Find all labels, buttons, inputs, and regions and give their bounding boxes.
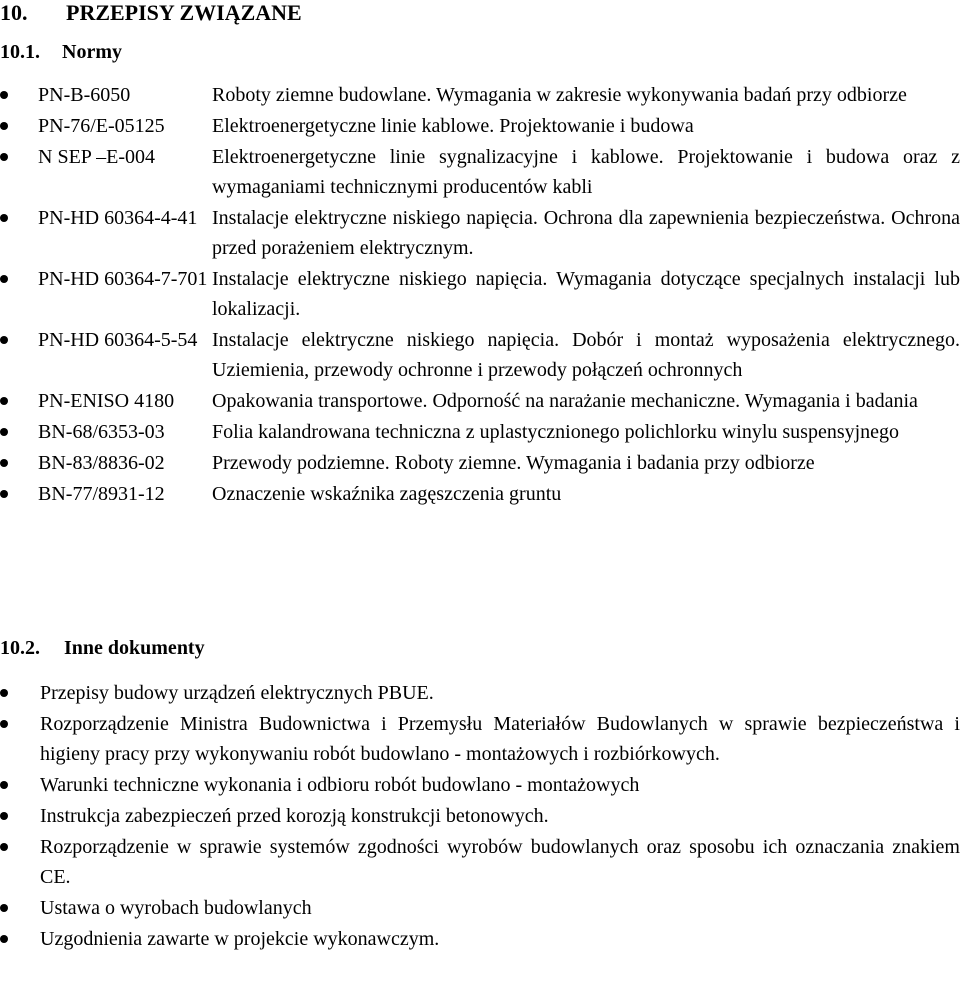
- document-item: [0, 801, 960, 831]
- norm-description: Roboty ziemne budowlane. Wymagania w zakresie wykonywania badań przy odbiorze: [212, 84, 907, 106]
- document-item: [0, 893, 960, 923]
- bullet-icon: [0, 843, 8, 851]
- norm-description: Przewody podziemne. Roboty ziemne. Wymagania i badania przy odbiorze: [212, 452, 815, 474]
- document-text: Przepisy budowy urządzeń elektrycznych PBUE.: [40, 682, 434, 704]
- norm-code: BN-83/8836-02: [38, 452, 165, 474]
- norm-code: BN-68/6353-03: [38, 421, 165, 443]
- bullet-icon: [0, 214, 8, 222]
- documents-list: [0, 678, 960, 955]
- section-heading-norms: [0, 40, 122, 64]
- norm-item: [0, 448, 960, 478]
- bullet-icon: [0, 689, 8, 697]
- norm-code: PN-B-6050: [38, 84, 131, 106]
- section-title: Inne dokumenty: [64, 637, 205, 659]
- document-text: Rozporządzenie w sprawie systemów zgodności wyrobów budowlanych oraz sposobu ich oznaczania znakiem CE.: [40, 836, 960, 888]
- bullet-icon: [0, 275, 8, 283]
- document-item: [0, 924, 960, 954]
- bullet-icon: [0, 459, 8, 467]
- bullet-icon: [0, 122, 8, 130]
- bullet-icon: [0, 781, 8, 789]
- bullet-icon: [0, 397, 8, 405]
- section-heading-docs: [0, 636, 205, 660]
- chapter-number: 10.: [0, 0, 28, 25]
- section-number: 10.1.: [0, 41, 40, 63]
- norm-code: PN-HD 60364-4-41: [38, 207, 198, 229]
- norm-code: PN-HD 60364-7-701: [38, 268, 208, 290]
- norm-item: [0, 203, 960, 263]
- norm-code: PN-76/E-05125: [38, 115, 165, 137]
- document-item: [0, 770, 960, 800]
- document-text: Warunki techniczne wykonania i odbioru robót budowlano - montażowych: [40, 774, 640, 796]
- norm-description: Elektroenergetyczne linie kablowe. Projektowanie i budowa: [212, 115, 694, 137]
- norm-description: Oznaczenie wskaźnika zagęszczenia gruntu: [212, 483, 562, 505]
- bullet-icon: [0, 336, 8, 344]
- section-title: Normy: [62, 41, 122, 63]
- chapter-heading: [0, 0, 302, 26]
- bullet-icon: [0, 904, 8, 912]
- norm-item: [0, 111, 960, 141]
- document-text: Rozporządzenie Ministra Budownictwa i Przemysłu Materiałów Budowlanych w sprawie bezpieczeństwa i higieny pracy przy wykonywaniu robót budowlano - montażowych i rozbiórkowych.: [40, 713, 960, 765]
- norm-item: [0, 479, 960, 509]
- norm-description: Instalacje elektryczne niskiego napięcia. Ochrona dla zapewnienia bezpieczeństwa. Ochrona przed porażeniem elektrycznym.: [212, 207, 960, 259]
- document-item: [0, 709, 960, 769]
- norm-item: [0, 417, 960, 447]
- norm-item: [0, 386, 960, 416]
- norm-item: [0, 264, 960, 324]
- norm-item: [0, 325, 960, 385]
- bullet-icon: [0, 91, 8, 99]
- bullet-icon: [0, 153, 8, 161]
- bullet-icon: [0, 812, 8, 820]
- bullet-icon: [0, 935, 8, 943]
- norms-list: [0, 80, 960, 510]
- chapter-title: PRZEPISY ZWIĄZANE: [66, 0, 302, 25]
- bullet-icon: [0, 720, 8, 728]
- document-item: [0, 678, 960, 708]
- norm-description: Instalacje elektryczne niskiego napięcia. Dobór i montaż wyposażenia elektrycznego. Uziemienia, przewody ochronne i przewody połączeń ochronnych: [212, 329, 960, 381]
- norm-description: Elektroenergetyczne linie sygnalizacyjne i kablowe. Projektowanie i budowa oraz z wymaganiami technicznymi producentów kabli: [212, 146, 960, 198]
- norm-description: Instalacje elektryczne niskiego napięcia. Wymagania dotyczące specjalnych instalacji lub lokalizacji.: [212, 268, 960, 320]
- norm-code: BN-77/8931-12: [38, 483, 165, 505]
- bullet-icon: [0, 490, 8, 498]
- document-text: Uzgodnienia zawarte w projekcie wykonawczym.: [40, 928, 440, 950]
- norm-code: PN-HD 60364-5-54: [38, 329, 198, 351]
- norm-code: N SEP –E-004: [38, 146, 156, 168]
- document-text: Instrukcja zabezpieczeń przed korozją konstrukcji betonowych.: [40, 805, 549, 827]
- section-number: 10.2.: [0, 637, 40, 659]
- norm-item: [0, 142, 960, 202]
- norm-description: Folia kalandrowana techniczna z uplastycznionego polichlorku winylu suspensyjnego: [212, 421, 900, 443]
- bullet-icon: [0, 428, 8, 436]
- norm-code: PN-ENISO 4180: [38, 390, 175, 412]
- document-text: Ustawa o wyrobach budowlanych: [40, 897, 312, 919]
- norm-item: [0, 80, 960, 110]
- norm-description: Opakowania transportowe. Odporność na narażanie mechaniczne. Wymagania i badania: [212, 390, 918, 412]
- document-item: [0, 832, 960, 892]
